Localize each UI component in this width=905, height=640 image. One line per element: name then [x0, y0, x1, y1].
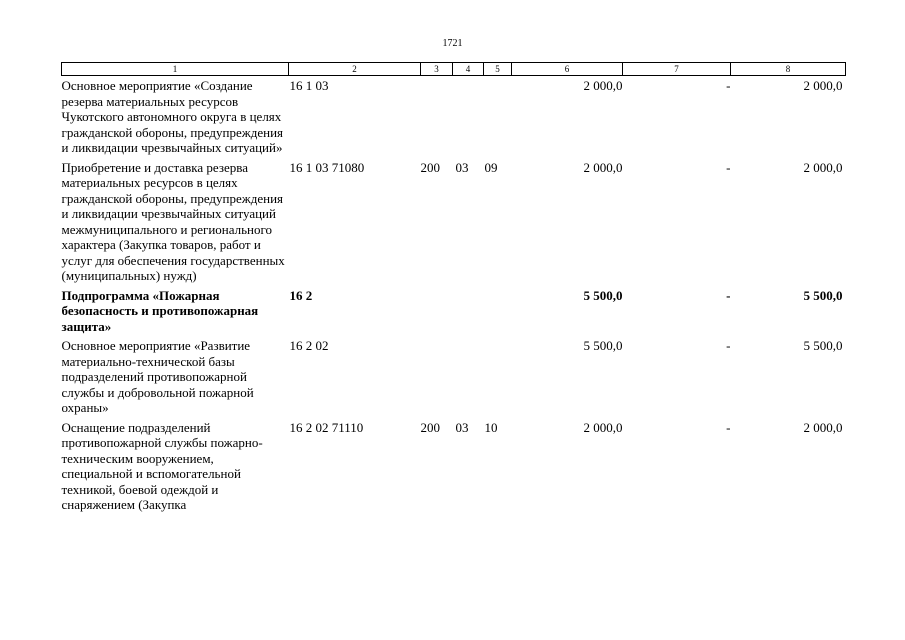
row-code-cell: 16 1 03 71080	[289, 159, 365, 175]
row-section-cell	[453, 286, 484, 337]
column-header: 4	[453, 63, 484, 76]
row-amount-cell: 2 000,0	[583, 159, 623, 175]
row-total-cell: 2 000,0	[803, 78, 843, 93]
row-name-cell: Основное мероприятие «Создание резерва материальных ресурсов Чукотского автономного округа в целях гражданской обороны, предупреждения и ликвидации чрезвычайных ситуаций»	[61, 78, 284, 155]
column-header: 2	[289, 63, 421, 76]
row-name-cell: Основное мероприятие «Развитие материально-технической базы подразделений противопожарной службы и добровольной пожарной охраны»	[61, 338, 254, 415]
row-name-cell: Подпрограмма «Пожарная безопасность и противопожарная защита»	[61, 287, 259, 334]
column-header: 6	[512, 63, 623, 76]
row-change-cell: -	[726, 159, 731, 175]
row-amount-cell: 5 500,0	[583, 287, 623, 303]
row-code-cell: 16 2 02 71110	[289, 419, 364, 435]
column-header: 7	[623, 63, 731, 76]
table-body	[62, 76, 846, 515]
table-row	[62, 336, 846, 418]
row-name-cell: Приобретение и доставка резерва материальных ресурсов в целях гражданской обороны, предупреждения и ликвидации чрезвычайных ситуаций межмуниципального и регионального характера (Закупка товаров, работ и услуг для обеспечения государственных (муниципальных) нужд)	[61, 159, 285, 283]
row-type-cell: 200	[420, 159, 440, 175]
row-type-cell	[421, 286, 453, 337]
row-amount-cell: 2 000,0	[583, 78, 623, 93]
row-subsection-cell	[484, 286, 512, 337]
row-section-cell: 03	[455, 419, 469, 435]
row-change-cell: -	[726, 287, 731, 303]
budget-table	[61, 62, 846, 515]
page-number: 1721	[442, 38, 463, 49]
row-name-cell: Оснащение подразделений противопожарной службы пожарно-техническим вооружением, специальной и вспомогательной техникой, боевой одеждой и снаряжением (Закупка	[61, 419, 263, 512]
row-code-cell: 16 2	[289, 287, 313, 303]
table-row	[62, 158, 846, 286]
row-change-cell: -	[726, 419, 731, 435]
row-type-cell	[421, 76, 453, 158]
row-type-cell: 200	[420, 419, 440, 435]
row-subsection-cell	[484, 336, 512, 418]
table-row	[62, 286, 846, 337]
column-number-row	[62, 63, 846, 76]
row-amount-cell: 2 000,0	[583, 419, 623, 435]
column-header: 5	[484, 63, 512, 76]
row-section-cell: 03	[455, 159, 469, 175]
row-total-cell: 5 500,0	[803, 287, 843, 303]
row-subsection-cell: 10	[484, 419, 498, 435]
row-subsection-cell	[484, 76, 512, 158]
row-code-cell: 16 1 03	[289, 78, 329, 93]
row-section-cell	[453, 76, 484, 158]
row-subsection-cell: 09	[484, 159, 498, 175]
table-row	[62, 76, 846, 158]
row-total-cell: 5 500,0	[803, 338, 843, 353]
row-total-cell: 2 000,0	[803, 159, 843, 175]
row-code-cell: 16 2 02	[289, 338, 329, 353]
column-header: 8	[731, 63, 846, 76]
column-header: 1	[62, 63, 289, 76]
row-change-cell: -	[726, 338, 731, 353]
row-change-cell: -	[726, 78, 731, 93]
column-header: 3	[421, 63, 453, 76]
row-section-cell	[453, 336, 484, 418]
row-amount-cell: 5 500,0	[583, 338, 623, 353]
row-total-cell: 2 000,0	[803, 419, 843, 435]
row-type-cell	[421, 336, 453, 418]
table-row	[62, 418, 846, 515]
